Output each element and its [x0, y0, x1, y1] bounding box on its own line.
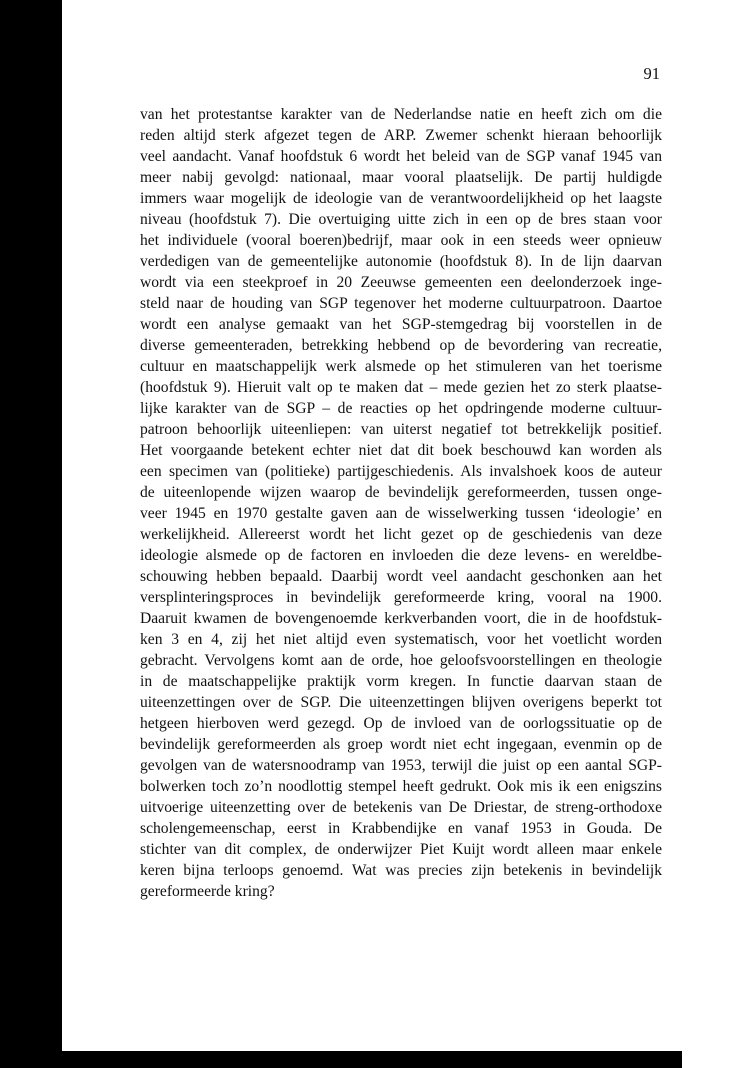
text-line: lijke karakter van de SGP – de reacties op het opdringende moderne cultuur-: [140, 400, 662, 417]
text-line: hetgeen hierboven werd gezegd. Op de invloed van de oorlogssituatie op de: [140, 715, 662, 732]
text-line: wordt een analyse gemaakt van het SGP-stemgedrag bij voorstellen in de: [140, 316, 662, 333]
scan-edge-bottom: [62, 1051, 682, 1068]
text-line: veel aandacht. Vanaf hoofdstuk 6 wordt het beleid van de SGP vanaf 1945 van: [140, 148, 662, 165]
text-line: keren bijna terloops genoemd. Wat was precies zijn betekenis in bevindelijk: [140, 862, 662, 879]
text-line: gereformeerde kring?: [140, 883, 275, 900]
text-line: immers waar mogelijk de ideologie van de verantwoordelijkheid op het laagste: [140, 190, 662, 207]
text-line: diverse gemeenteraden, betrekking hebbend op de bevordering van recreatie,: [140, 337, 662, 354]
text-line: Het voorgaande betekent echter niet dat dit boek beschouwd kan worden als: [140, 442, 662, 459]
text-line: ken 3 en 4, zij het niet altijd even systematisch, voor het voetlicht worden: [140, 631, 662, 648]
text-line: een specimen van (politieke) partijgeschiedenis. Als invalshoek koos de auteur: [140, 463, 662, 480]
text-line: steld naar de houding van SGP tegenover het moderne cultuurpatroon. Daartoe: [140, 295, 662, 312]
text-line: uiteenzettingen over de SGP. Die uiteenzettingen blijven overigens beperkt tot: [140, 694, 662, 711]
page-number: 91: [643, 64, 660, 83]
text-line: (hoofdstuk 9). Hieruit valt op te maken dat – mede gezien het zo sterk plaatse-: [140, 379, 662, 396]
text-line: de uiteenlopende wijzen waarop de bevindelijk gereformeerden, tussen onge-: [140, 484, 662, 501]
text-line: scholengemeenschap, eerst in Krabbendijke en vanaf 1953 in Gouda. De: [140, 820, 662, 837]
text-line: versplinteringsproces in bevindelijk gereformeerde kring, vooral na 1900.: [140, 589, 662, 606]
text-line: bolwerken toch zo’n noodlottig stempel heeft gedrukt. Ook mis ik een enigszins: [140, 778, 662, 795]
text-line: in de maatschappelijke praktijk vorm kregen. In functie daarvan staan de: [140, 673, 662, 690]
text-line: uitvoerige uiteenzetting over de betekenis van De Driestar, de streng-orthodoxe: [140, 799, 662, 816]
text-line: reden altijd sterk afgezet tegen de ARP. Zwemer schenkt hieraan behoorlijk: [140, 127, 662, 144]
text-line: wordt via een steekproef in 20 Zeeuwse gemeenten een deelonderzoek inge-: [140, 274, 662, 291]
text-line: gebracht. Vervolgens komt aan de orde, hoe geloofsvoorstellingen en theologie: [140, 652, 662, 669]
text-line: cultuur en maatschappelijk werk alsmede op het stimuleren van het toerisme: [140, 358, 662, 375]
text-line: schouwing hebben bepaald. Daarbij wordt veel aandacht geschonken aan het: [140, 568, 662, 585]
text-line: gevolgen van de watersnoodramp van 1953, terwijl die juist op een aantal SGP-: [140, 757, 662, 774]
scan-edge-left: [0, 0, 62, 1068]
text-line: veer 1945 en 1970 gestalte gaven aan de wisselwerking tussen ‘ideologie’ en: [140, 505, 662, 522]
text-line: van het protestantse karakter van de Nederlandse natie en heeft zich om die: [140, 106, 662, 123]
text-line: het individuele (vooral boeren)bedrijf, maar ook in een steeds weer opnieuw: [140, 232, 662, 249]
text-line: werkelijkheid. Allereerst wordt het licht gezet op de geschiedenis van deze: [140, 526, 662, 543]
text-line: verdedigen van de gemeentelijke autonomie (hoofdstuk 8). In de lijn daarvan: [140, 253, 662, 270]
text-line: stichter van dit complex, de onderwijzer Piet Kuijt wordt alleen maar enkele: [140, 841, 662, 858]
text-line: patroon behoorlijk uiteenliepen: van uiterst negatief tot betrekkelijk positief.: [140, 421, 662, 438]
text-line: bevindelijk gereformeerden als groep wordt niet echt ingegaan, evenmin op de: [140, 736, 662, 753]
text-line: Daaruit kwamen de bovengenoemde kerkverbanden voort, die in de hoofdstuk-: [140, 610, 662, 627]
text-line: meer nabij gevolgd: nationaal, maar vooral plaatselijk. De partij huldigde: [140, 169, 662, 186]
text-line: ideologie alsmede op de factoren en invloeden die deze levens- en wereldbe-: [140, 547, 662, 564]
text-line: niveau (hoofdstuk 7). Die overtuiging uitte zich in een op de bres staan voor: [140, 211, 662, 228]
body-text: [140, 104, 662, 902]
